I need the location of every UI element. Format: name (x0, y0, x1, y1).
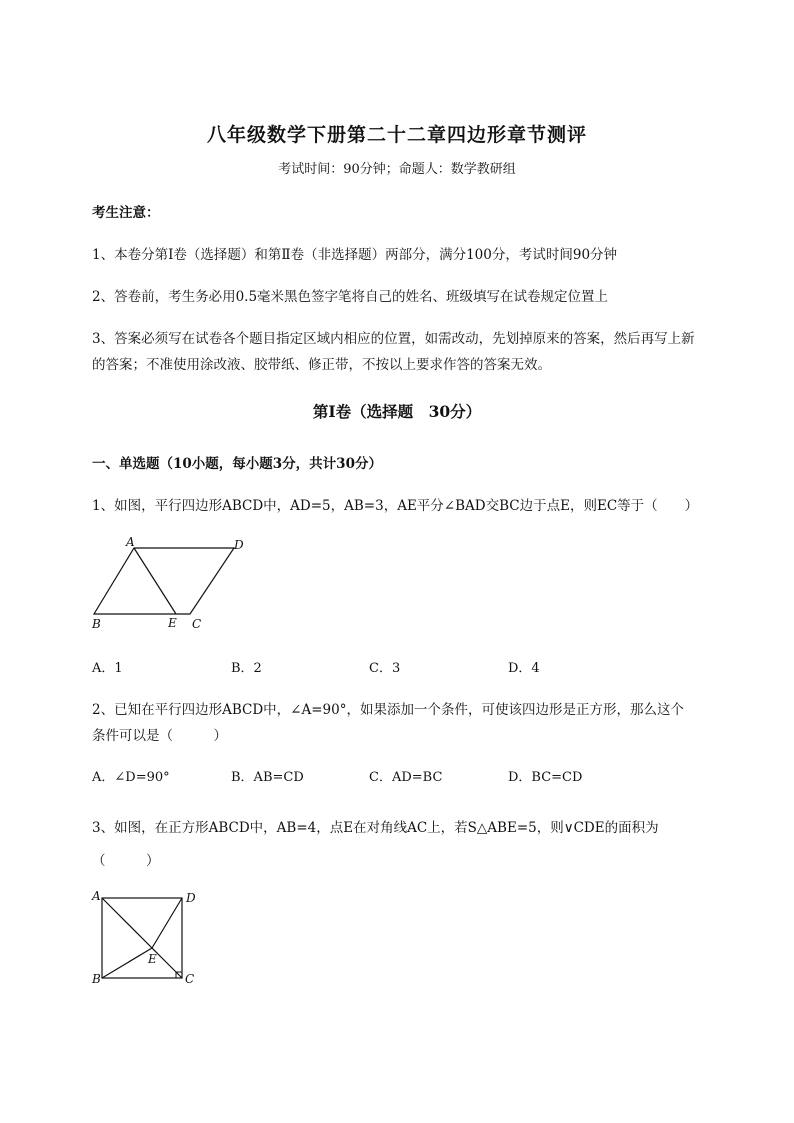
section-title: 第I卷（选择题 30分） (312, 402, 482, 421)
question-2-option-d[interactable]: D．BC=CD (508, 770, 583, 785)
question-2-option-b[interactable]: B．AB=CD (231, 770, 304, 785)
fig3-label-c: C (185, 972, 195, 986)
question-1-figure (86, 534, 256, 632)
exam-subtitle: 考试时间：90分钟；命题人：数学教研组 (278, 162, 516, 177)
fig1-label-a: A (126, 535, 135, 549)
question-2-stem: 2、已知在平行四边形ABCD中，∠A=90°，如果添加一个条件，可使该四边形是正方形，那么这个 (92, 702, 684, 718)
question-3-stem: 3、如图，在正方形ABCD中，AB=4，点E在对角线AC上，若S△ABE=5，则∨CDE的面积为 (92, 820, 659, 836)
question-1-option-b[interactable]: B．2 (231, 661, 262, 676)
notice-item-3: 3、答案必须写在试卷各个题目指定区域内相应的位置，如需改动，先划掉原来的答案，然后再写上新 (92, 331, 695, 347)
notice-item-2: 2、答卷前，考生务必用0.5毫米黑色签字笔将自己的姓名、班级填写在试卷规定位置上 (92, 289, 609, 305)
fig3-label-e: E (148, 952, 157, 966)
question-2-option-c[interactable]: C．AD=BC (369, 770, 443, 785)
fig1-label-e: E (168, 616, 177, 630)
fig1-label-d: D (234, 538, 244, 552)
question-1-option-c[interactable]: C．3 (369, 661, 401, 676)
fig3-label-d: D (186, 891, 196, 905)
notice-item-3-cont: 的答案；不准使用涂改液、胶带纸、修正带，不按以上要求作答的答案无效。 (92, 357, 551, 373)
question-1-stem: 1、如图，平行四边形ABCD中，AD=5，AB=3，AE平分∠BAD交BC边于点E，则EC等于（ ） (92, 498, 699, 514)
page-title: 八年级数学下册第二十二章四边形章节测评 (206, 124, 587, 146)
question-2-stem-cont: 条件可以是（ ） (92, 728, 227, 744)
question-3-figure (86, 886, 210, 990)
question-2-option-a[interactable]: A．∠D=90° (92, 770, 170, 785)
notice-heading: 考生注意： (92, 205, 160, 221)
fig1-label-b: B (92, 617, 101, 631)
question-1-option-d[interactable]: D．4 (508, 661, 540, 676)
fig1-label-c: C (192, 617, 202, 631)
part-heading: 一、单选题（10小题，每小题3分，共计30分） (92, 456, 382, 472)
fig3-label-b: B (92, 972, 101, 986)
question-3-stem-cont: （ ） (92, 853, 160, 869)
question-1-option-a[interactable]: A．1 (92, 661, 123, 676)
fig3-label-a: A (92, 889, 101, 903)
notice-item-1: 1、本卷分第I卷（选择题）和第Ⅱ卷（非选择题）两部分，满分100分，考试时间90分钟 (92, 247, 618, 263)
